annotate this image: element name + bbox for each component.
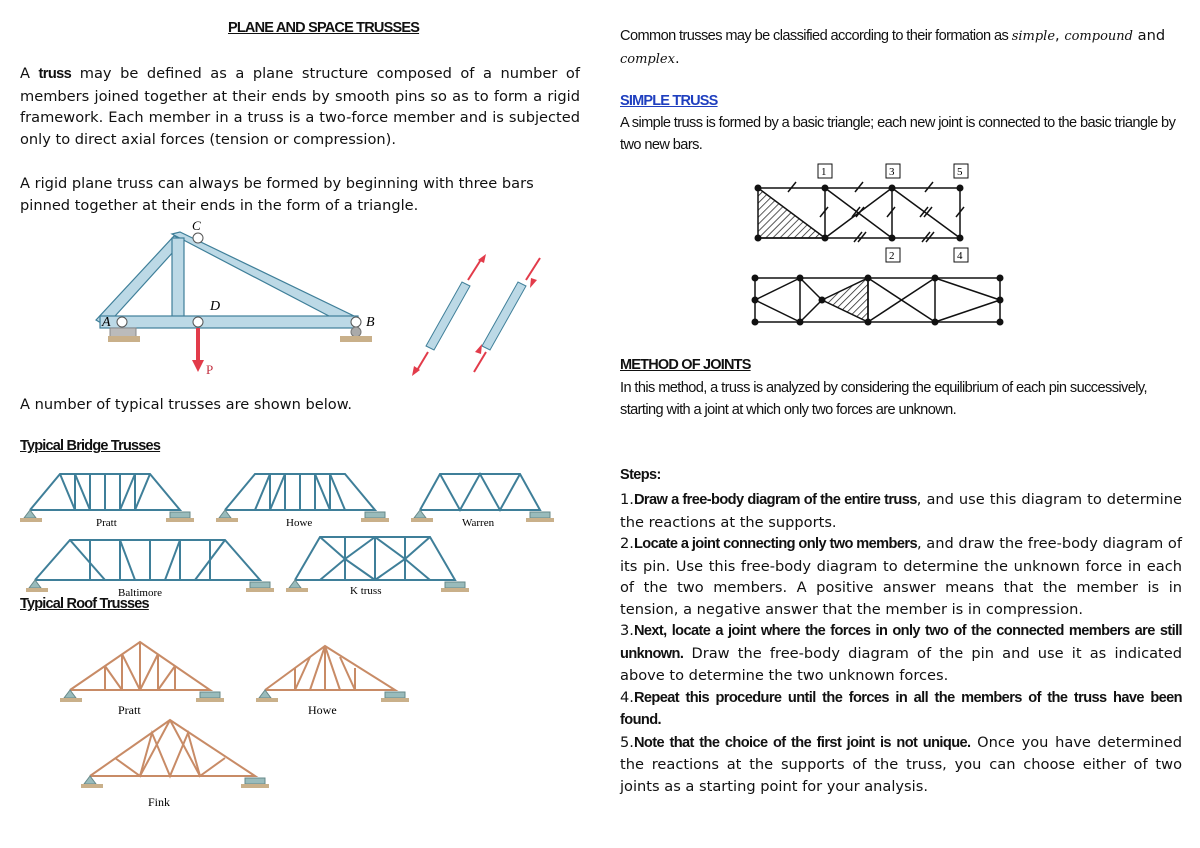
member-cb — [172, 232, 354, 326]
k-bridge-truss — [295, 537, 455, 580]
label-b: B — [366, 315, 375, 330]
pratt-bridge-truss — [30, 474, 180, 510]
label-joint-3: 3 — [889, 166, 895, 178]
label-c: C — [192, 220, 201, 233]
label-d: D — [210, 299, 221, 314]
joint-d — [193, 317, 203, 327]
truss-definition: A truss may be defined as a plane structure composed of a number of members joined together at their ends by smooth pins so as to form a rigid framework. Each member in a truss is a two-force member and is subjected only to direct axial forces (tension or compression). — [20, 65, 580, 148]
howe-bridge-truss — [225, 474, 375, 510]
label-p: P — [206, 362, 214, 377]
step-4: 4.Repeat this procedure until the forces in all the members of the truss have been found. — [620, 688, 1182, 728]
step-5: 5.Note that the choice of the first joint is not unique. Once you have determined the reactions at the supports of the truss, you can choose either of two joints as a starting point for your analysis. — [620, 733, 1182, 795]
roller-b — [351, 327, 361, 337]
load-p-arrowhead — [192, 360, 204, 372]
simple-truss-heading: SIMPLE TRUSS — [620, 93, 718, 109]
label-baltimore-bridge: Baltimore — [118, 587, 162, 599]
label-joint-2: 2 — [889, 250, 895, 262]
classification-text: Common trusses may be classified according to their formation as simple, compound and complex. — [620, 27, 1166, 67]
roof-trusses-figure — [60, 628, 440, 818]
two-force-member-2 — [482, 282, 526, 350]
method-of-joints-text: In this method, a truss is analyzed by considering the equilibrium of each pin successively, starting with a joint at which only two forces are unknown. — [620, 380, 1147, 418]
basic-triangle-top — [758, 188, 825, 238]
pratt-roof-truss — [70, 642, 210, 690]
step-2: 2.Locate a joint connecting only two members, and draw the free-body diagram of its pin. Use this free-body diagram to determine the unknown force in each of the two members. A positive answer means that the member is in tension, a negative answer that the member is in compression. — [620, 535, 1182, 618]
fink-roof-truss — [90, 720, 255, 776]
label-k-truss: K truss — [350, 585, 382, 597]
joint-c — [193, 233, 203, 243]
ground-a — [108, 336, 140, 342]
label-joint-1: 1 — [821, 166, 827, 178]
rigid-truss-text: A rigid plane truss can always be formed by beginning with three bars pinned together at their ends in the form of a triangle. — [20, 175, 534, 214]
step-3: 3.Next, locate a joint where the forces in only two of the connected members are still unknown. Draw the free-body diagram of the pin and use it as indicated above to determine the two unknown forces. — [620, 622, 1182, 684]
label-pratt-roof: Pratt — [118, 703, 141, 717]
simple-truss-figure — [730, 160, 1130, 335]
label-howe-bridge: Howe — [286, 517, 313, 529]
label-warren-bridge: Warren — [462, 517, 495, 529]
typical-trusses-text: A number of typical trusses are shown below. — [20, 396, 352, 413]
member-ab — [100, 316, 358, 328]
basic-truss-figure — [80, 220, 560, 380]
roof-trusses-heading: Typical Roof Trusses — [20, 596, 149, 612]
member-ac — [96, 236, 184, 326]
truss-term: truss — [38, 66, 72, 82]
two-force-member-1 — [426, 282, 470, 350]
baltimore-bridge-truss — [35, 540, 260, 580]
steps-list — [620, 489, 1182, 797]
joint-b — [351, 317, 361, 327]
label-joint-4: 4 — [957, 250, 963, 262]
joint-a — [117, 317, 127, 327]
label-howe-roof: Howe — [308, 703, 337, 717]
label-fink-roof: Fink — [148, 795, 171, 809]
bridge-trusses-heading: Typical Bridge Trusses — [20, 438, 161, 454]
warren-bridge-truss — [420, 474, 540, 510]
basic-triangle-bottom — [822, 278, 868, 322]
label-pratt-bridge: Pratt — [96, 517, 117, 529]
method-of-joints-heading: METHOD OF JOINTS — [620, 357, 751, 373]
step-1: 1.Draw a free-body diagram of the entire truss, and use this diagram to determine the reactions at the supports. — [620, 491, 1182, 531]
ground-b — [340, 336, 372, 342]
label-a: A — [102, 315, 111, 330]
page-title: PLANE AND SPACE TRUSSES — [228, 20, 420, 36]
simple-truss-text: A simple truss is formed by a basic triangle; each new joint is connected to the basic triangle by two new bars. — [620, 115, 1176, 153]
label-joint-5: 5 — [957, 166, 963, 178]
member-cd — [172, 238, 184, 322]
howe-roof-truss — [265, 646, 395, 690]
steps-heading: Steps: — [620, 467, 661, 483]
bridge-trusses-figure — [20, 462, 580, 602]
